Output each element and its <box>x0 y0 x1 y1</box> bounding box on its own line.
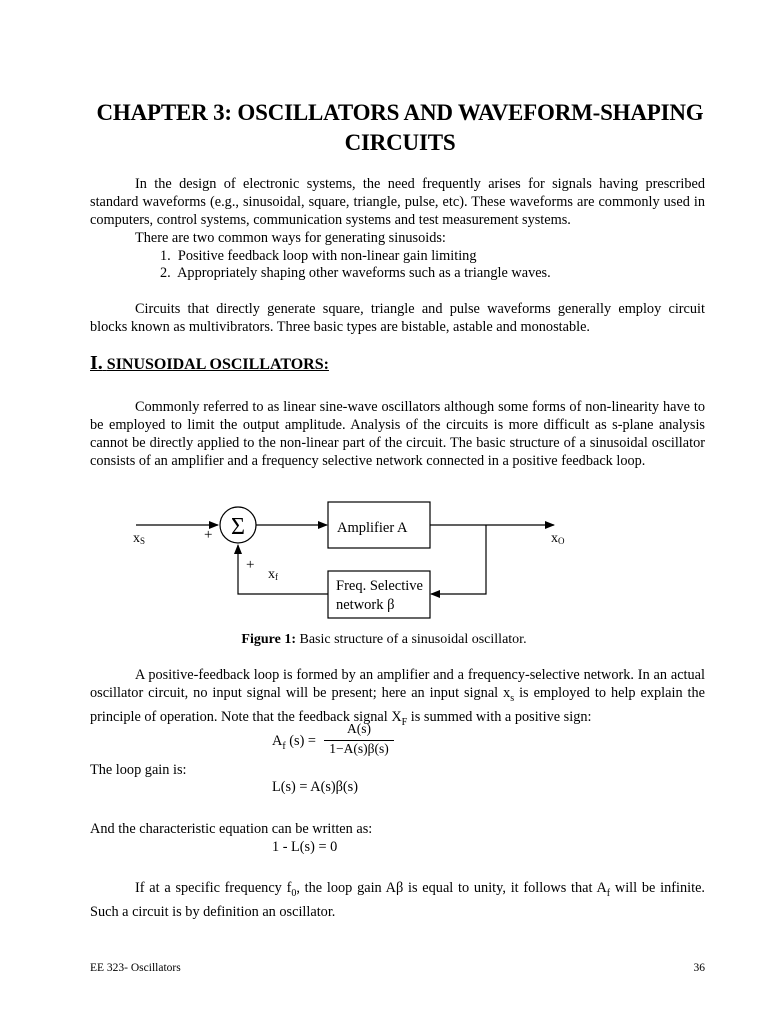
body-text-1b: is employed to help explain the principle of operation. Note that the feedback signal X <box>90 685 705 725</box>
intro-text-1: In the design of electronic systems, the need frequently arises for signals having prescribed standard waveforms (e.g., sinusoidal, square, triangle, pulse, etc). These waveforms are commonly used in computers, control systems, communication systems and test measurement systems. <box>90 176 705 228</box>
equation-characteristic: 1 - L(s) = 0 <box>272 839 338 855</box>
freq-label-line2: network β <box>336 597 395 613</box>
intro-paragraph-2 <box>135 229 705 247</box>
caption-label: Figure 1: <box>241 632 296 647</box>
intro-text-2: There are two common ways for generating sinusoids: <box>135 230 446 246</box>
output-label <box>551 531 565 546</box>
body-text-1a: A positive-feedback loop is formed by an amplifier and a frequency-selective network. In an actual oscillator circuit, no input signal will be present; here an input signal x <box>90 667 705 701</box>
footer-course: EE 323- Oscillators <box>90 962 181 974</box>
f0-subscript: 0 <box>291 887 297 899</box>
eq1-lhs-rest: (s) = <box>285 733 316 749</box>
section-text: Commonly referred to as linear sine-wave oscillators although some forms of non-linearity have to be employed to limit the output amplitude. Analysis of the circuits is more difficult as s-plane analysis cannot be directly applied to the non-linear part of the circuit. The basic structure of a sinusoidal oscillator consists of an amplifier and a frequency selective network connected in a positive feedback loop. <box>90 399 705 469</box>
eq1-lhs-sub: f <box>282 740 286 752</box>
list-num-2: 2. <box>160 265 171 281</box>
body-text-2 <box>90 879 705 921</box>
figure-caption <box>0 632 768 648</box>
section-heading <box>90 352 329 375</box>
list-text-2: Appropriately shaping other waveforms such as a triangle waves. <box>177 265 551 281</box>
eq1-denominator: 1−A(s)β(s) <box>329 741 389 756</box>
section-paragraph <box>90 398 705 470</box>
body-paragraph-2 <box>90 879 705 921</box>
footer-page-number: 36 <box>693 962 705 974</box>
list-text-1: Positive feedback loop with non-linear gain limiting <box>177 248 477 264</box>
feedback-plus-sign: + <box>246 557 255 573</box>
body-text-2c: will be infinite. Such a circuit is by definition an oscillator. <box>90 880 705 920</box>
eq1-numerator: A(s) <box>347 721 371 736</box>
feedback-label <box>268 567 278 582</box>
body-text-2a: If at a specific frequency f <box>135 880 292 896</box>
char-eq-label: And the characteristic equation can be written as: <box>90 821 373 837</box>
input-label <box>133 531 145 546</box>
xs-subscript: s <box>510 692 515 704</box>
section-title: SINUSOIDAL OSCILLATORS: <box>106 356 329 373</box>
xf-base: x <box>268 567 275 582</box>
xo-base: x <box>551 531 558 546</box>
intro-paragraph-1 <box>90 175 705 229</box>
list-item-1 <box>160 247 476 265</box>
sum-symbol: Σ <box>231 514 245 540</box>
freq-label-line1: Freq. Selective <box>336 578 423 594</box>
xf-subscript: F <box>401 716 408 728</box>
xf-sub: f <box>275 572 278 582</box>
eq1-lhs: A <box>272 733 283 749</box>
intro-paragraph-3 <box>90 300 705 336</box>
list-num-1: 1. <box>160 248 171 264</box>
list-item-2 <box>160 264 551 282</box>
block-diagram <box>0 490 768 630</box>
xs-sub: S <box>140 536 146 546</box>
amplifier-label: Amplifier A <box>337 520 408 536</box>
xs-base: x <box>133 531 140 546</box>
xo-sub: O <box>558 536 565 546</box>
chapter-title: CHAPTER 3: OSCILLATORS AND WAVEFORM-SHAPING CIRCUITS <box>96 100 704 155</box>
equation-loop-gain: L(s) = A(s)β(s) <box>272 779 359 795</box>
intro-text-3: Circuits that directly generate square, triangle and pulse waveforms generally employ circuit blocks known as multivibrators. Three basic types are bistable, astable and monostable. <box>90 301 705 335</box>
af-subscript: f <box>606 887 611 899</box>
loop-gain-label: The loop gain is: <box>90 762 187 778</box>
equation-af-lhs <box>272 733 316 752</box>
caption-text: Basic structure of a sinusoidal oscillator. <box>296 632 527 647</box>
body-text-2b: , the loop gain Aβ is equal to unity, it follows that A <box>296 880 607 896</box>
body-text-1 <box>90 666 705 732</box>
section-numeral: I. <box>90 352 103 374</box>
body-paragraph-1 <box>90 666 705 732</box>
body-text-1c: is summed with a positive sign: <box>407 708 592 725</box>
feedback-forward-path <box>431 525 486 594</box>
input-plus-sign: + <box>204 527 213 543</box>
